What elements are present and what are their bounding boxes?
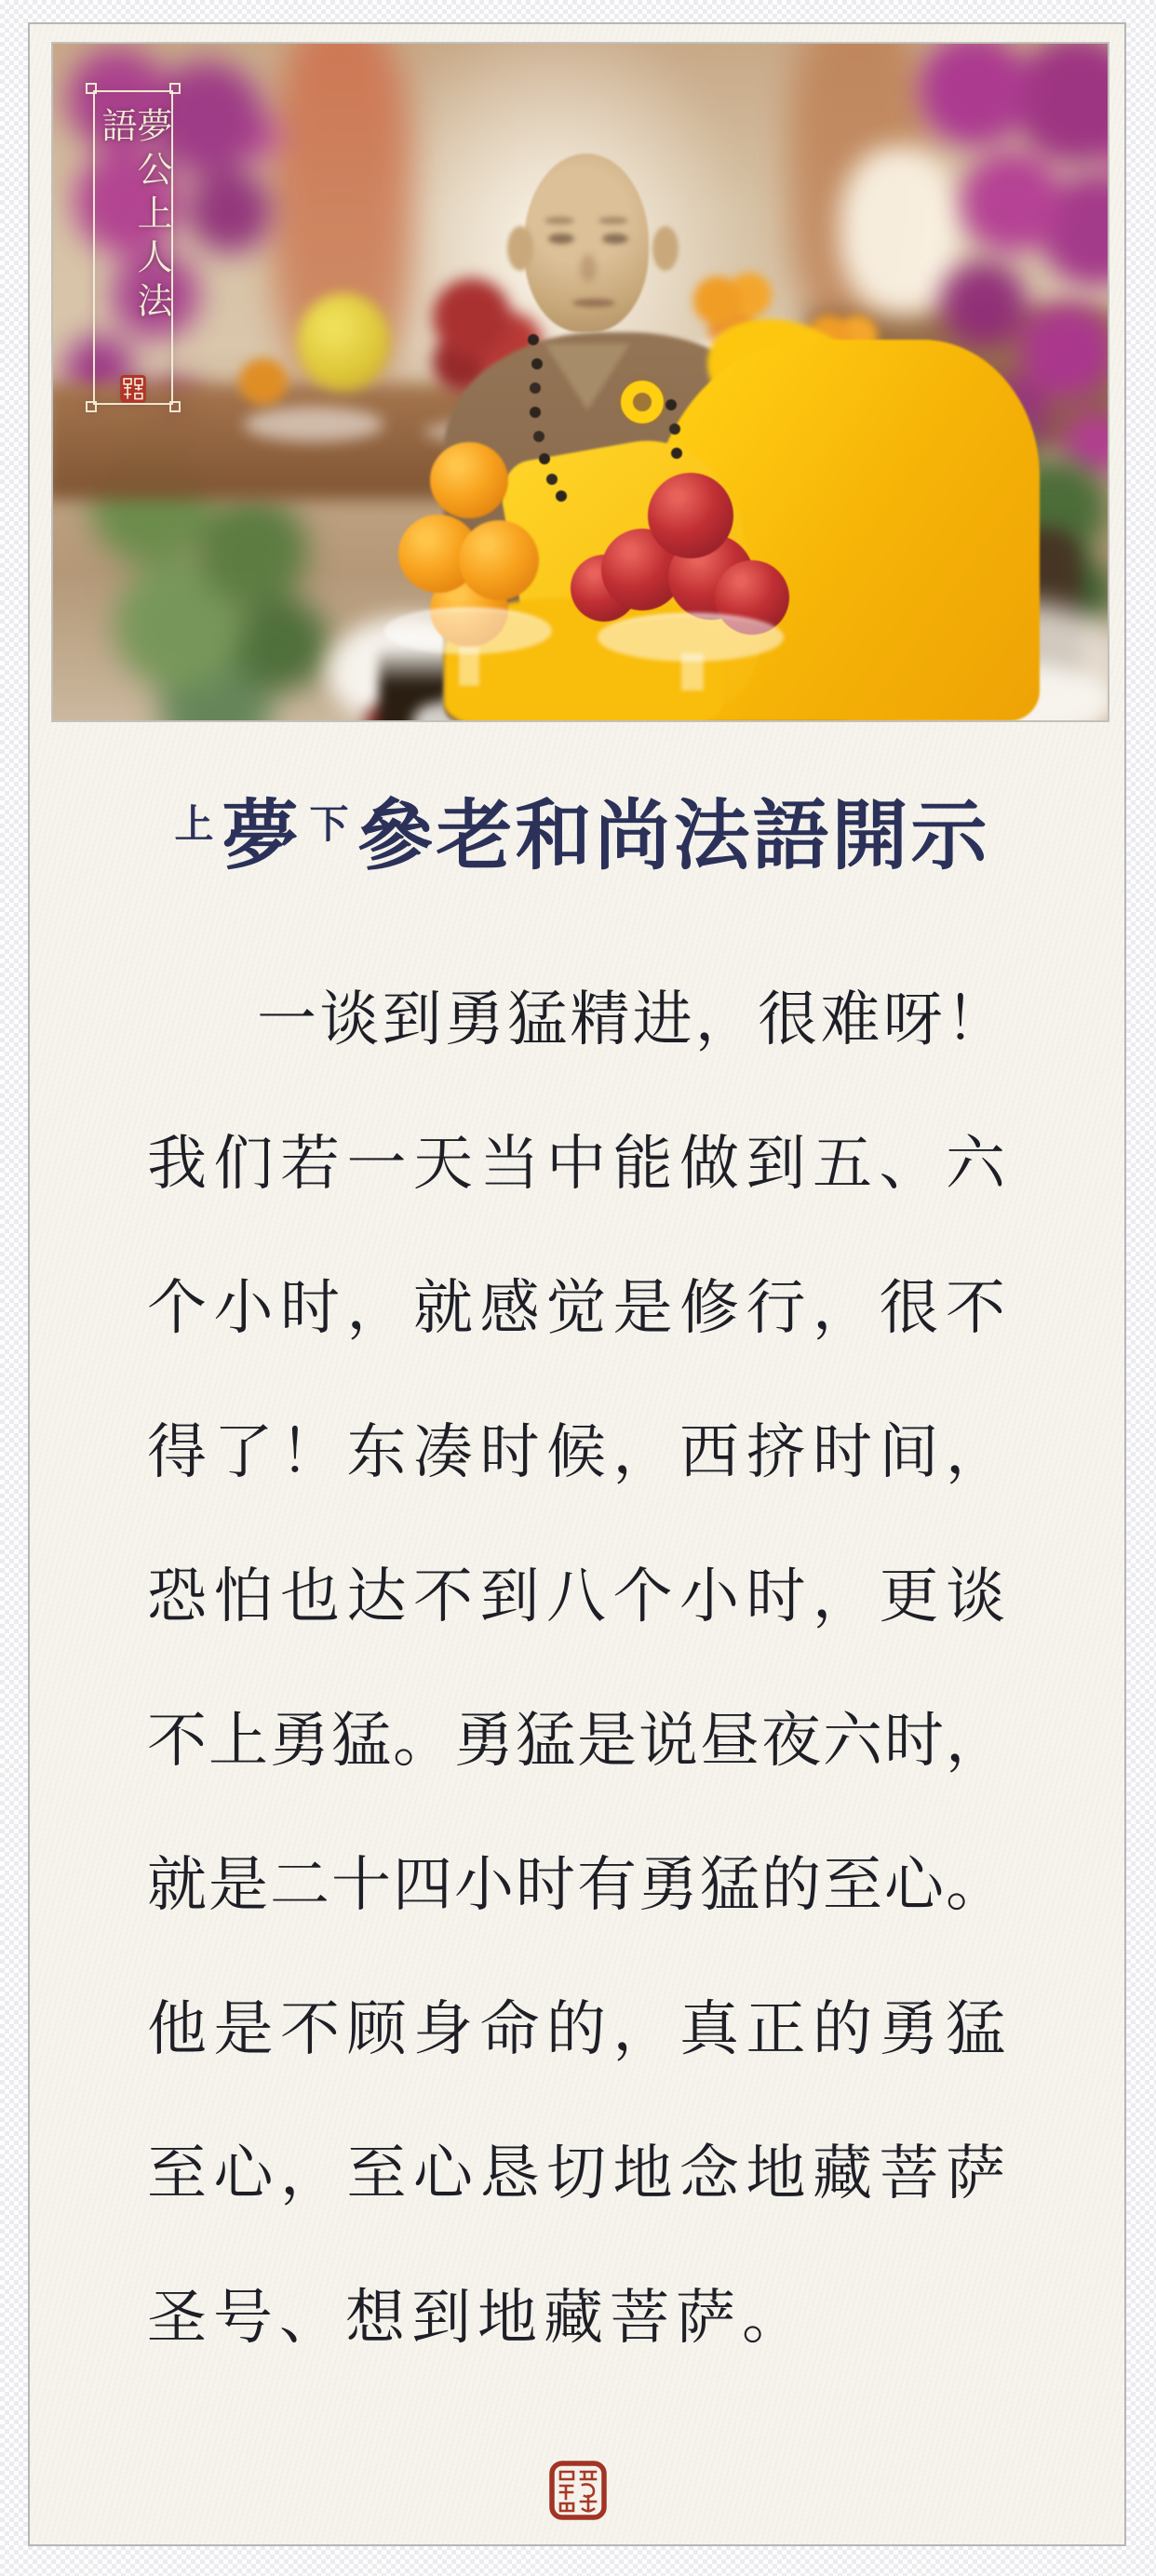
monk-robe-collar [544, 343, 630, 410]
orange-fruit [430, 442, 508, 518]
plaque-vertical-text: 夢公上人法語 [96, 107, 170, 326]
monk-mouth [572, 299, 615, 307]
dharma-text-line: 就是二十四小时有勇猛的至心。 [147, 1852, 1005, 1918]
dharma-text-line: 圣号、想到地藏菩萨。 [147, 2285, 808, 2351]
dharma-text-line: 不上勇猛。勇猛是说昼夜六时， [147, 1708, 1005, 1774]
dharma-text-line: 得了！东凑时候，西挤时间， [147, 1419, 1005, 1485]
monk-altar-photo [51, 42, 1109, 722]
monk-ear-right [652, 226, 679, 271]
dharma-text-line: 个小时，就感觉是修行，很不 [147, 1275, 1005, 1341]
pear-on-altar [297, 293, 390, 391]
dharma-text-line: 一谈到勇猛精进，很难呀！ [257, 986, 1005, 1053]
dharma-text-line: 至心，至心恳切地念地藏菩萨 [147, 2140, 1005, 2207]
plaque-red-seal [119, 374, 147, 403]
prayer-beads [528, 334, 539, 345]
plaque-corner-ornament [169, 401, 181, 412]
oranges-behind-right [693, 276, 742, 325]
dharma-text-line: 他是不顾身命的，真正的勇猛 [147, 1996, 1005, 2062]
lamp-glow-right [840, 146, 961, 314]
monk-eyes [548, 234, 574, 244]
bottom-red-seal [549, 2461, 607, 2520]
orange-on-altar [239, 358, 288, 405]
monk-brows [544, 217, 574, 224]
orange-fruit [459, 520, 539, 600]
monk-ear-left [507, 226, 533, 271]
vertical-title-plaque [93, 90, 173, 405]
glass-dish-stem [459, 647, 479, 686]
dharma-text-line: 恐怕也达不到八个小时，更谈 [147, 1563, 1005, 1630]
kasaya-ring-clasp [621, 381, 664, 423]
glass-dishes-behind [244, 407, 383, 442]
page-title [0, 787, 1156, 887]
red-apple [648, 473, 733, 558]
monk-nose [580, 254, 597, 282]
title-superscript-xia: 下 [309, 804, 349, 847]
plaque-corner-ornament [169, 83, 181, 94]
title-main-text: 參老和尚法語開示 [356, 794, 990, 879]
plaque-corner-ornament [86, 83, 97, 94]
title-superscript-shang: 上 [174, 804, 214, 847]
plaque-corner-ornament [86, 401, 97, 412]
title-char-meng: 夢 [222, 794, 302, 879]
dharma-text [147, 947, 1005, 2390]
apples-behind-altar [433, 278, 511, 356]
glass-dish-stem [681, 653, 704, 691]
dharma-text-line: 我们若一天当中能做到五、六 [147, 1131, 1005, 1197]
